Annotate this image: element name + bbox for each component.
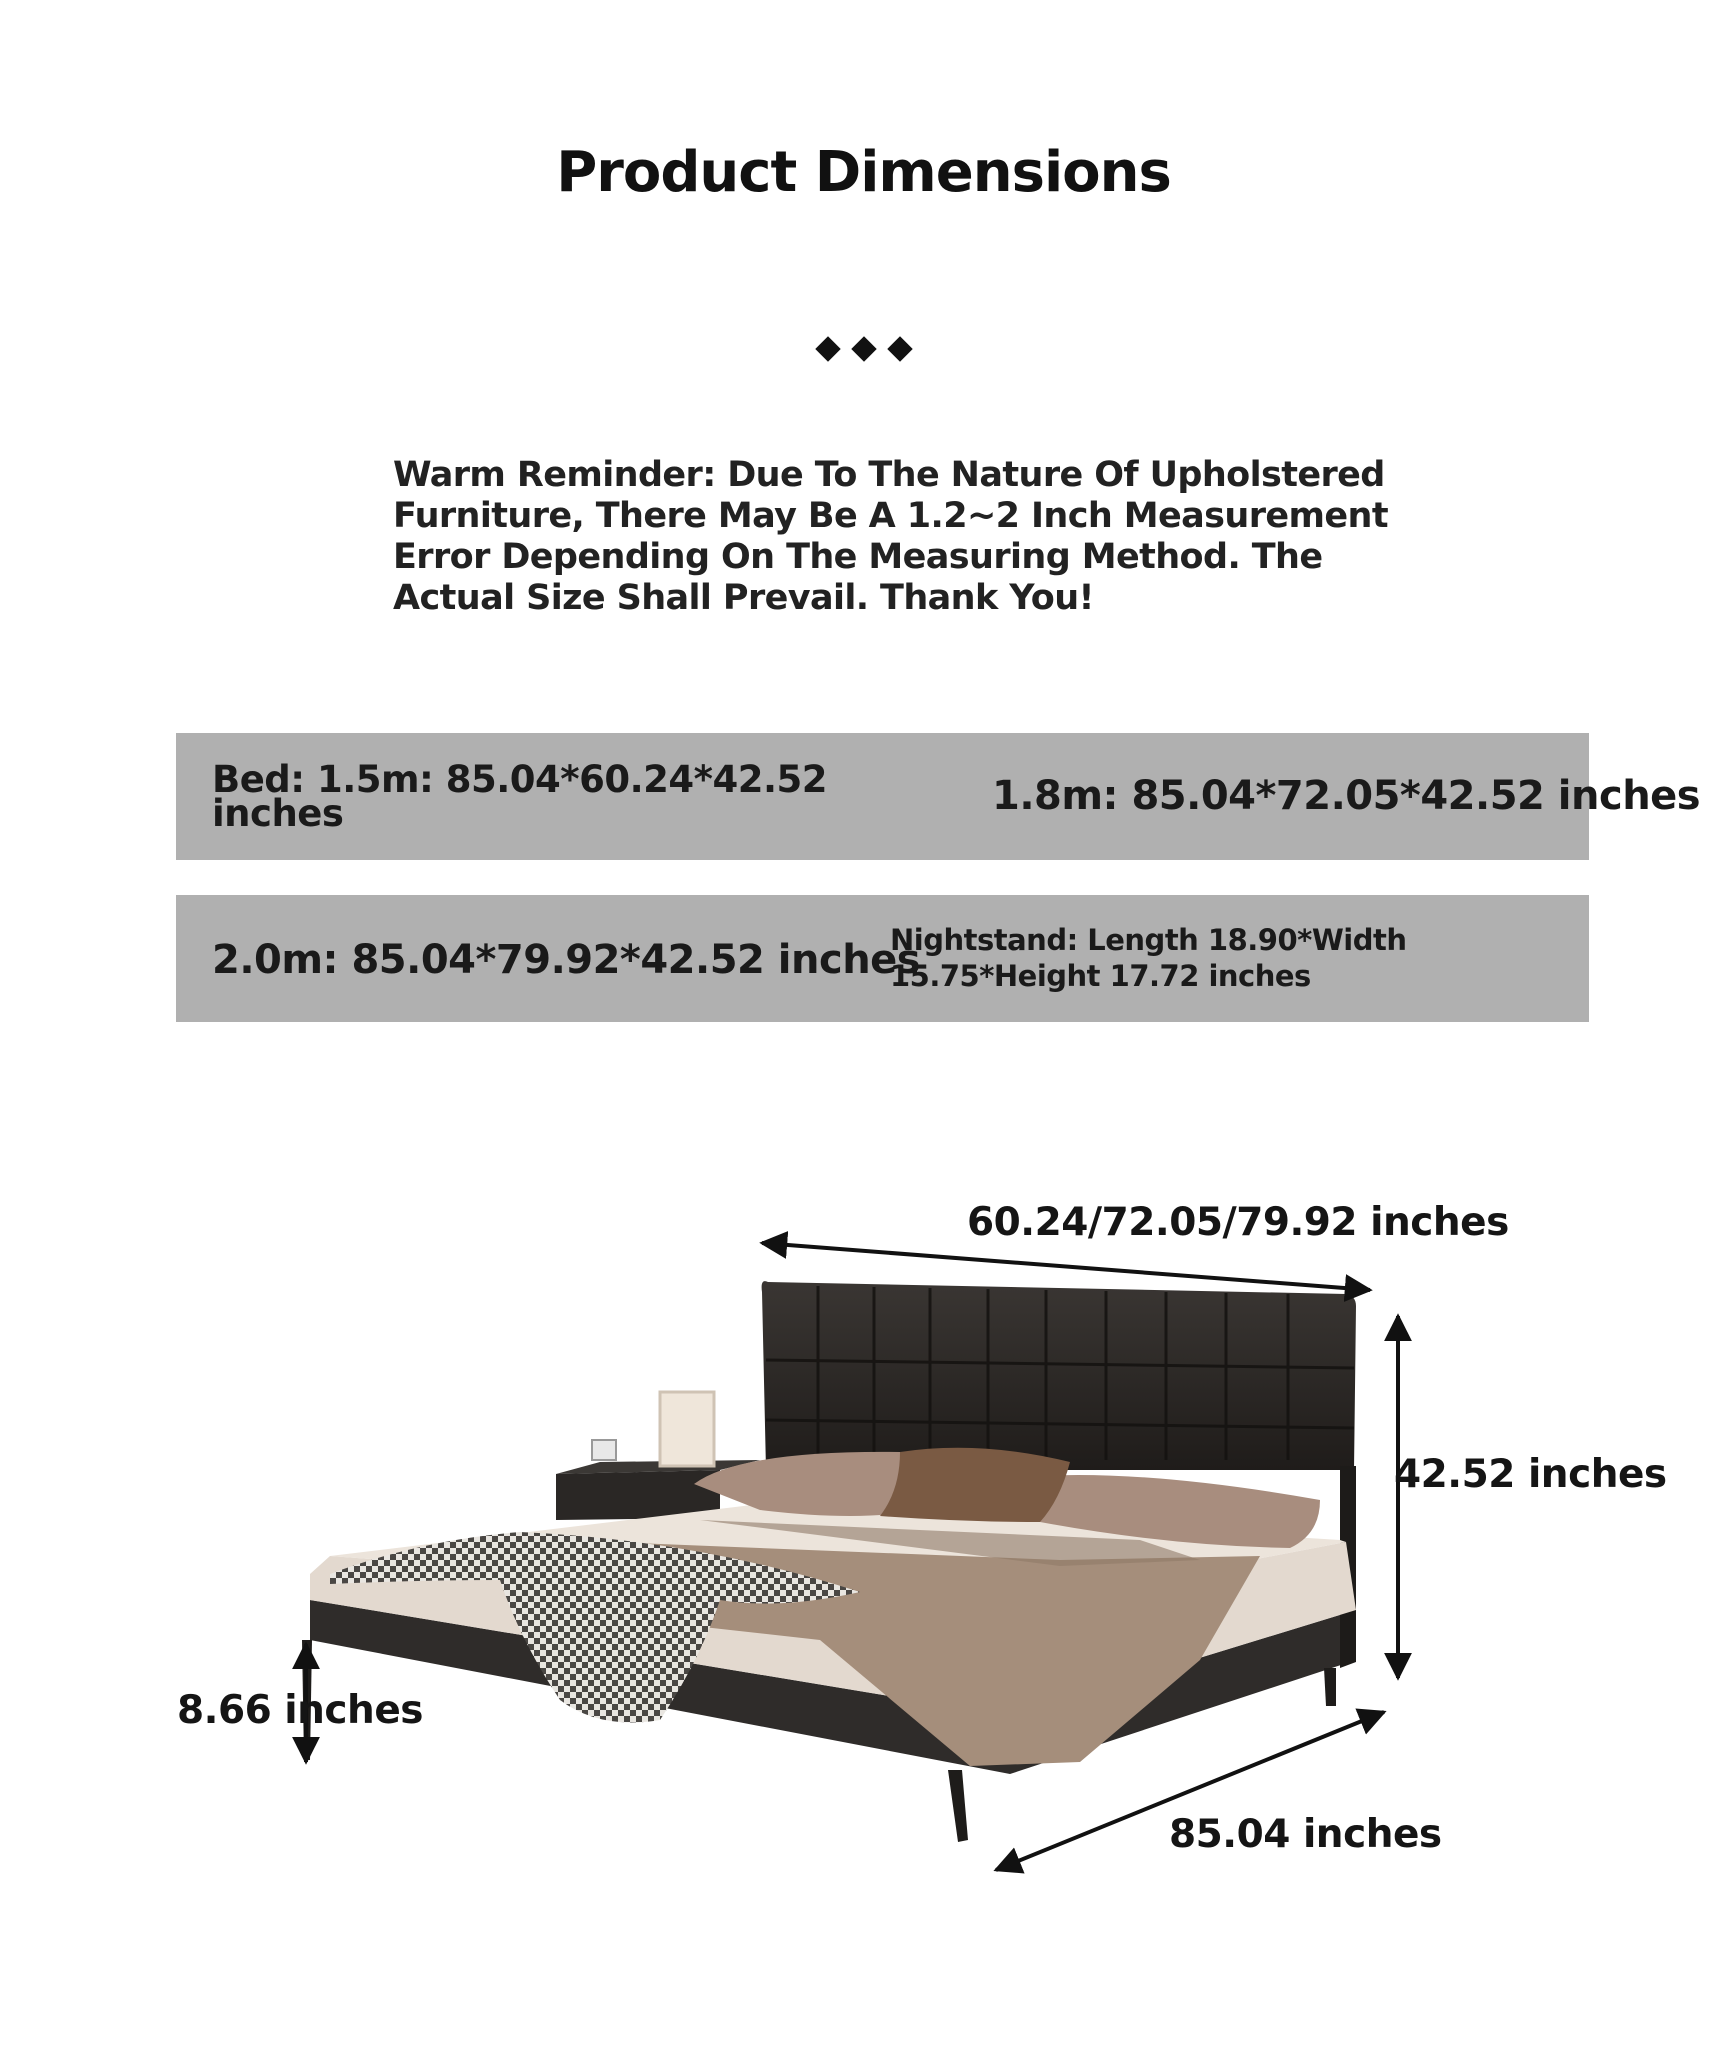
photo-frame [660, 1392, 714, 1466]
size-band-1 [176, 733, 1701, 860]
page-title: Product Dimensions [556, 140, 1171, 205]
bed-1-5m-size: Bed: 1.5m: 85.04*60.24*42.52 inches [212, 758, 828, 835]
height-dimension-label: 42.52 inches [1394, 1452, 1667, 1497]
bed-illustration [0, 1150, 1727, 1910]
nightstand-size: Nightstand: Length 18.90*Width 15.75*Height 17.72 inches [890, 923, 1407, 993]
width-dimension-label: 60.24/72.05/79.92 inches [967, 1200, 1509, 1245]
clock-icon [592, 1440, 616, 1460]
diamond-icon [815, 336, 840, 361]
warm-reminder-text: Warm Reminder: Due To The Nature Of Upholstered Furniture, There May Be A 1.2~2 Inch Measurement Error Depending On The Measuring Method. The Actual Size Shall Prevail. Thank You! [393, 455, 1388, 618]
bed-leg [948, 1770, 968, 1842]
diamond-icon [887, 336, 912, 361]
diamond-icon [851, 336, 876, 361]
headboard [762, 1281, 1356, 1470]
bed-2-0m-size: 2.0m: 85.04*79.92*42.52 inches [212, 937, 921, 983]
leg-height-label: 8.66 inches [177, 1688, 423, 1733]
length-dimension-label: 85.04 inches [1169, 1812, 1442, 1857]
width-arrow [762, 1243, 1370, 1290]
nightstand [556, 1392, 760, 1520]
diamond-divider [0, 340, 1727, 358]
size-band-2 [176, 895, 1589, 1022]
bed-1-8m-size: 1.8m: 85.04*72.05*42.52 inches [992, 773, 1701, 819]
